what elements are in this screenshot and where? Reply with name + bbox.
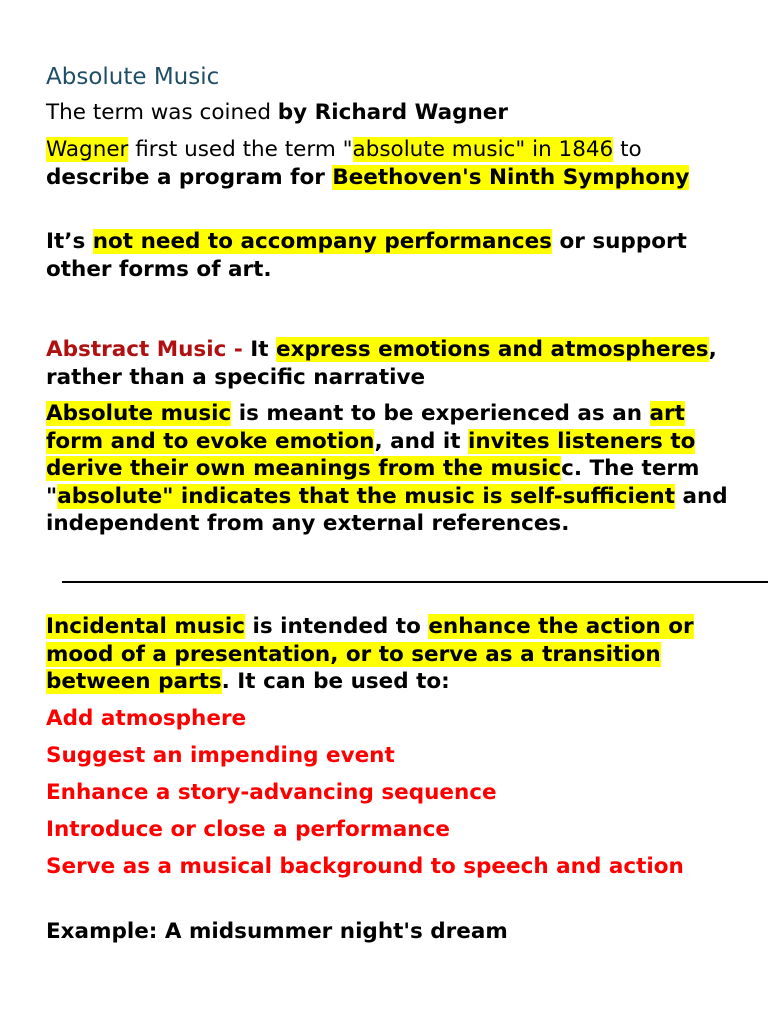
use-item: Suggest an impending event: [46, 743, 395, 768]
bold-text: by Richard Wagner: [277, 100, 508, 125]
paragraph-coined: [46, 99, 736, 127]
highlighted-text: Incidental music: [46, 614, 245, 639]
text: is meant to be experienced as an: [231, 401, 650, 426]
highlighted-text: absolute music" in 1846: [352, 137, 614, 162]
text: c. The term ": [46, 456, 700, 509]
text: , rather than a specific narrative: [46, 337, 717, 390]
paragraph-first-used: [46, 136, 736, 191]
paragraph-absolute-music: [46, 400, 736, 538]
text: or support other forms of art.: [46, 229, 687, 282]
highlighted-text: express emotions and atmospheres: [276, 337, 709, 362]
use-item: Enhance a story-advancing sequence: [46, 780, 497, 805]
example-line: Example: A midsummer night's dream: [46, 919, 508, 944]
use-item: Serve as a musical background to speech and action: [46, 854, 684, 879]
paragraph-incidental-music: [46, 613, 736, 696]
text: to: [613, 137, 642, 162]
highlighted-text: Absolute music: [46, 401, 232, 426]
text: , and it: [374, 428, 468, 454]
use-item: Add atmosphere: [46, 706, 247, 731]
highlighted-text: absolute" indicates that the music is self-sufficient: [57, 483, 675, 509]
highlighted-text: Wagner: [46, 137, 129, 162]
abstract-music-label: Abstract Music -: [46, 337, 251, 362]
text: is intended to: [244, 614, 429, 639]
highlighted-text: enhance the action or mood of a presentation, or to serve as a transition between parts: [46, 614, 694, 694]
text: It: [250, 337, 276, 362]
paragraph-not-need: [46, 228, 736, 283]
use-item: Introduce or close a performance: [46, 817, 450, 842]
paragraph-abstract-music: [46, 336, 736, 391]
bold-text: describe a program for: [46, 164, 333, 190]
text: . It can be used to:: [221, 669, 450, 694]
text: and independent from any external references.: [46, 483, 728, 536]
highlighted-text: art form and to evoke emotion: [46, 401, 685, 454]
text: The term was coined: [46, 100, 278, 125]
page-title: Absolute Music: [46, 64, 220, 90]
text: first used the term ": [128, 137, 353, 162]
highlighted-bold-text: Beethoven's Ninth Symphony: [332, 164, 690, 190]
text: It’s: [46, 229, 93, 254]
highlighted-text: invites listeners to derive their own meanings from the music: [46, 428, 696, 481]
highlighted-text: not need to accompany performances: [92, 229, 552, 254]
horizontal-divider: [62, 581, 768, 583]
